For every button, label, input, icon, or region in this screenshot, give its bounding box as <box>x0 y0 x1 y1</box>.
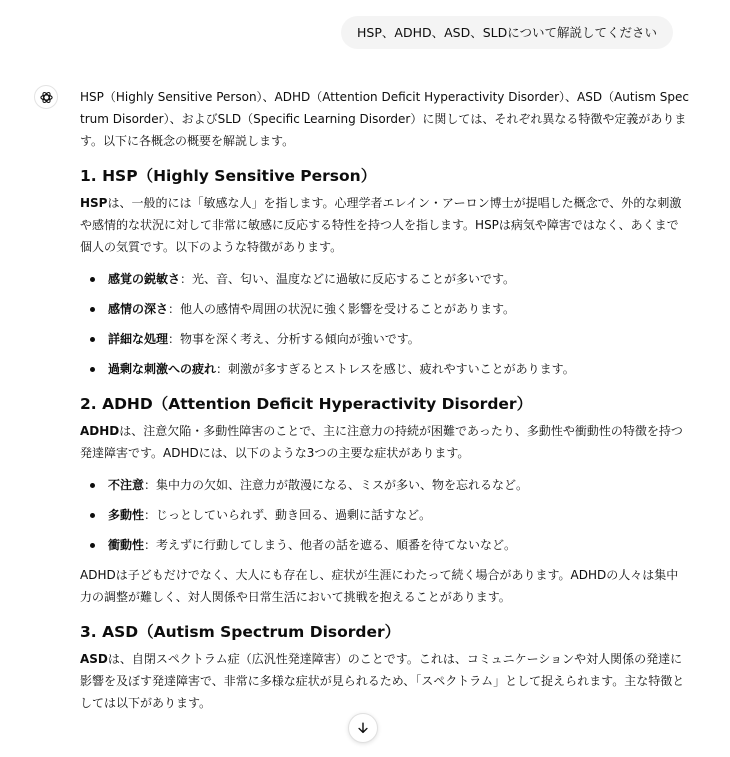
lead-bold: ASD <box>80 652 108 666</box>
list-item <box>96 268 690 290</box>
adhd-after-paragraph: ADHDは子どもだけでなく、大人にも存在し、症状が生涯にわたって続く場合があります。ADHDの人々は集中力の調整が難しく、対人関係や日常生活において挑戦を抱えることがあります。 <box>80 568 679 604</box>
scroll-to-bottom-button[interactable] <box>348 713 378 743</box>
list-item-desc: ：物事を深く考え、分析する傾向が強いです。 <box>168 332 420 346</box>
adhd-symptom-list <box>80 474 690 556</box>
list-item-desc: ：じっとしていられず、動き回る、過剰に話すなど。 <box>144 508 432 522</box>
assistant-avatar <box>34 85 58 109</box>
intro-paragraph: HSP（Highly Sensitive Person）、ADHD（Attention Deficit Hyperactivity Disorder）、ASD（Autism Spectrum Disorder）、およびSLD（Specific Learning Disorder）に関しては、それぞれ異なる特徴や定義があります。以下に各概念の概要を解説します。 <box>80 90 689 148</box>
section-lead-hsp <box>80 192 690 258</box>
list-item <box>96 298 690 320</box>
bullet <box>90 543 95 548</box>
bullet <box>90 307 95 312</box>
bullet <box>90 367 95 372</box>
list-item-desc: ：刺激が多すぎるとストレスを感じ、疲れやすいことがあります。 <box>216 362 575 376</box>
hsp-trait-list <box>80 268 690 380</box>
list-item <box>96 358 690 380</box>
section-lead-asd <box>80 648 690 714</box>
bullet <box>90 277 95 282</box>
list-item <box>96 504 690 526</box>
list-item-desc: ：他人の感情や周囲の状況に強く影響を受けることがあります。 <box>168 302 516 316</box>
lead-text: は、注意欠陥・多動性障害のことで、主に注意力の持続が困難であったり、多動性や衝動性の特徴を持つ発達障害です。ADHDには、以下のような3つの主要な症状があります。 <box>80 424 683 460</box>
list-item-desc: ：光、音、匂い、温度などに過敏に反応することが多いです。 <box>180 272 516 286</box>
bullet <box>90 483 95 488</box>
arrow-down-icon <box>356 721 370 735</box>
list-item-term: 感覚の鋭敏さ <box>108 272 181 286</box>
list-item <box>96 328 690 350</box>
lead-bold: ADHD <box>80 424 120 438</box>
section-heading-asd: 3. ASD（Autism Spectrum Disorder） <box>80 623 401 641</box>
section-lead-adhd <box>80 420 690 464</box>
section-heading-hsp: 1. HSP（Highly Sensitive Person） <box>80 167 377 185</box>
list-item-term: 不注意 <box>108 478 145 492</box>
user-message-row <box>341 16 673 49</box>
bullet <box>90 513 95 518</box>
list-item <box>96 474 690 496</box>
list-item <box>96 534 690 556</box>
user-message-bubble: HSP、ADHD、ASD、SLDについて解説してください <box>341 16 673 49</box>
lead-text: は、自閉スペクトラム症（広汎性発達障害）のことです。これは、コミュニケーションや対人関係の発達に影響を及ぼす発達障害で、非常に多様な症状が見られるため、「スペクトラム」として捉えられます。主な特徴としては以下があります。 <box>80 652 685 710</box>
openai-logo-icon <box>39 90 54 105</box>
list-item-term: 衝動性 <box>108 538 145 552</box>
lead-text: は、一般的には「敏感な人」を指します。心理学者エレイン・アーロン博士が提唱した概念で、外的な刺激や感情的な状況に対して非常に敏感に反応する特性を持つ人を指します。HSPは病気や障害ではなく、あくまで個人の気質です。以下のような特徴があります。 <box>80 196 682 254</box>
list-item-desc: ：集中力の欠如、注意力が散漫になる、ミスが多い、物を忘れるなど。 <box>144 478 529 492</box>
list-item-term: 過剰な刺激への疲れ <box>108 362 217 376</box>
list-item-term: 多動性 <box>108 508 145 522</box>
list-item-desc: ：考えずに行動してしまう、他者の話を遮る、順番を待てないなど。 <box>144 538 517 552</box>
bullet <box>90 337 95 342</box>
section-heading-adhd: 2. ADHD（Attention Deficit Hyperactivity Disorder） <box>80 395 533 413</box>
assistant-message <box>80 86 690 724</box>
lead-bold: HSP <box>80 196 108 210</box>
list-item-term: 詳細な処理 <box>108 332 169 346</box>
list-item-term: 感情の深さ <box>108 302 169 316</box>
